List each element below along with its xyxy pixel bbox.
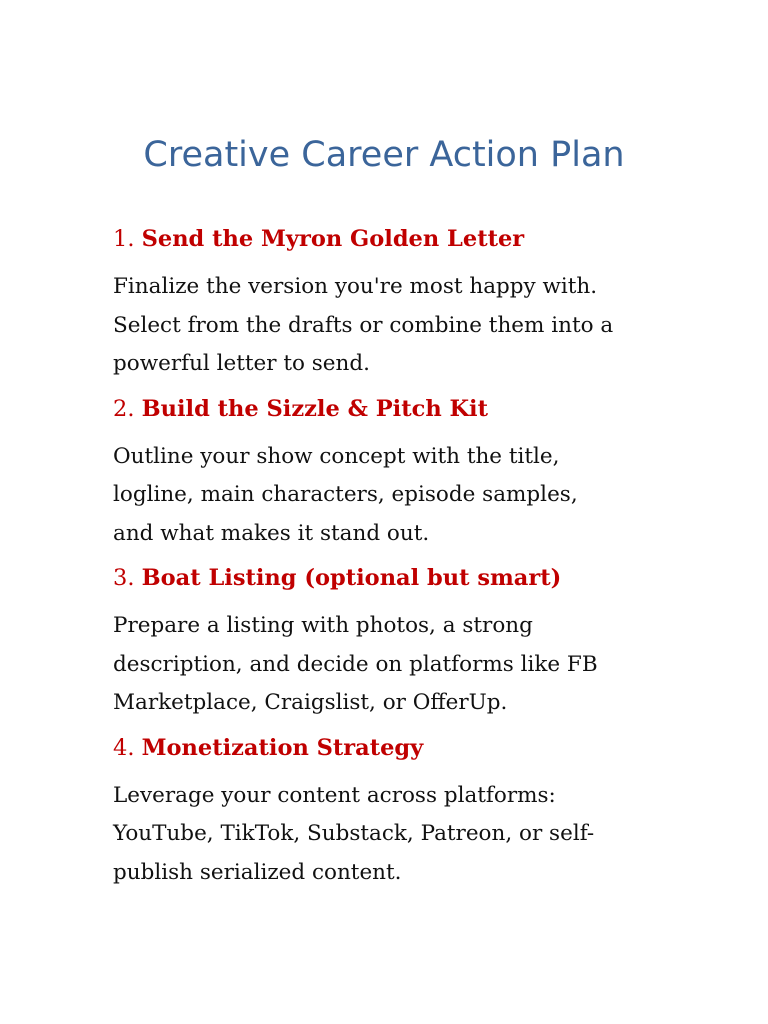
body-line: Select from the drafts or combine them into a bbox=[113, 312, 614, 338]
body-line: Outline your show concept with the title, bbox=[113, 443, 560, 469]
section-body bbox=[113, 268, 673, 384]
section-3 bbox=[113, 559, 673, 723]
body-line: and what makes it stand out. bbox=[113, 520, 430, 546]
body-line: publish serialized content. bbox=[113, 859, 402, 885]
section-body bbox=[113, 438, 673, 554]
section-heading bbox=[113, 729, 673, 767]
section-body bbox=[113, 607, 673, 723]
action-plan-list bbox=[113, 220, 673, 898]
body-line: YouTube, TikTok, Substack, Patreon, or self- bbox=[113, 821, 595, 846]
section-heading bbox=[113, 559, 673, 597]
section-heading bbox=[113, 390, 673, 428]
section-number: 2. bbox=[113, 395, 135, 422]
body-line: Finalize the version you're most happy with. bbox=[113, 274, 598, 299]
body-line: description, and decide on platforms like FB bbox=[113, 651, 598, 677]
page-title: Creative Career Action Plan bbox=[143, 135, 625, 175]
section-2 bbox=[113, 390, 673, 554]
body-line: Marketplace, Craigslist, or OfferUp. bbox=[113, 690, 508, 715]
section-body bbox=[113, 777, 673, 893]
section-1 bbox=[113, 220, 673, 384]
section-title: Build the Sizzle & Pitch Kit bbox=[141, 395, 489, 422]
body-line: logline, main characters, episode samples, bbox=[113, 482, 578, 507]
body-line: Prepare a listing with photos, a strong bbox=[113, 613, 533, 638]
section-title: Monetization Strategy bbox=[141, 734, 424, 761]
section-number: 1. bbox=[113, 226, 135, 252]
section-number: 3. bbox=[113, 565, 135, 591]
section-number: 4. bbox=[113, 734, 135, 761]
body-line: Leverage your content across platforms: bbox=[113, 782, 556, 808]
section-title: Boat Listing (optional but smart) bbox=[141, 565, 562, 591]
body-line: powerful letter to send. bbox=[113, 351, 370, 376]
section-heading bbox=[113, 220, 673, 258]
section-title: Send the Myron Golden Letter bbox=[141, 226, 525, 252]
section-4 bbox=[113, 729, 673, 893]
